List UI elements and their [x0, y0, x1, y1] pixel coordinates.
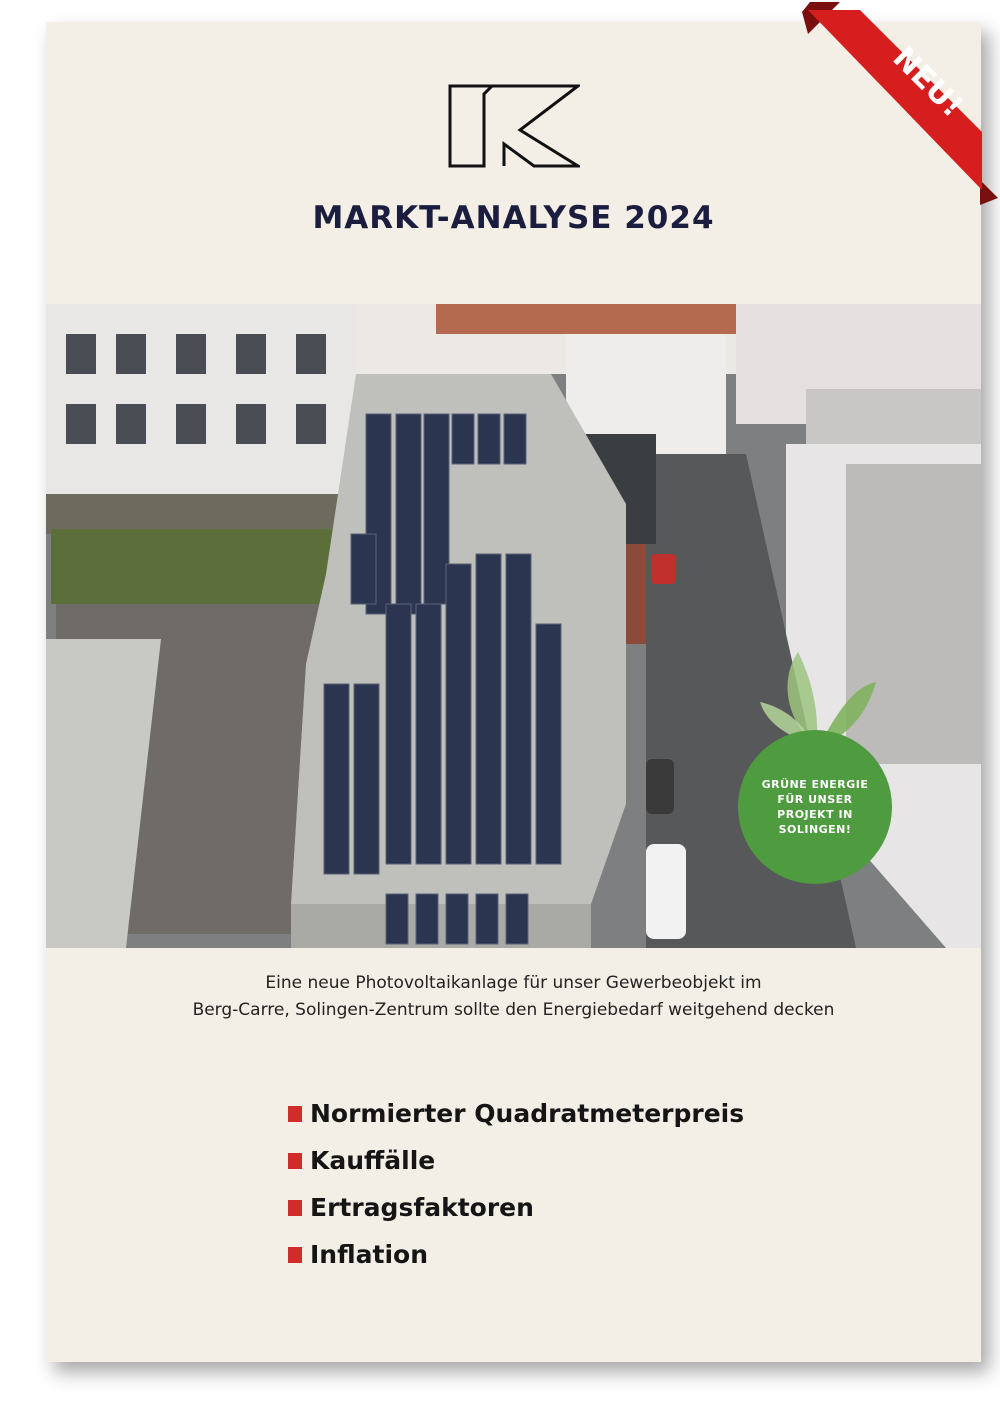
- ribbon-label: NEU!: [885, 40, 970, 125]
- badge-text: GRÜNE ENERGIE FÜR UNSER PROJEKT IN SOLINGEN!: [761, 778, 869, 836]
- list-item: [288, 1090, 744, 1137]
- green-energy-badge: [738, 730, 892, 884]
- topic-list: [288, 1090, 744, 1278]
- intro-line-1: Eine neue Photovoltaikanlage für unser Gewerbeobjekt im: [265, 973, 762, 993]
- new-ribbon: [800, 0, 1000, 210]
- list-item-label: Ertragsfaktoren: [310, 1193, 534, 1222]
- bullet-marker-icon: [288, 1106, 302, 1122]
- page-title: MARKT-ANALYSE 2024: [312, 200, 715, 236]
- bullet-marker-icon: [288, 1247, 302, 1263]
- intro-text: [86, 970, 941, 1024]
- list-item-label: Normierter Quadratmeterpreis: [310, 1099, 745, 1128]
- list-item-label: Kauffälle: [310, 1146, 436, 1175]
- k-logo-icon: [448, 84, 580, 168]
- list-item: [288, 1137, 744, 1184]
- list-item: [288, 1231, 744, 1278]
- brochure-cover: [46, 22, 981, 1362]
- list-item: [288, 1184, 744, 1231]
- bullet-marker-icon: [288, 1200, 302, 1216]
- intro-line-2: Berg-Carre, Solingen-Zentrum sollte den Energiebedarf weitgehend decken: [192, 1000, 835, 1020]
- bullet-marker-icon: [288, 1153, 302, 1169]
- list-item-label: Inflation: [310, 1240, 428, 1269]
